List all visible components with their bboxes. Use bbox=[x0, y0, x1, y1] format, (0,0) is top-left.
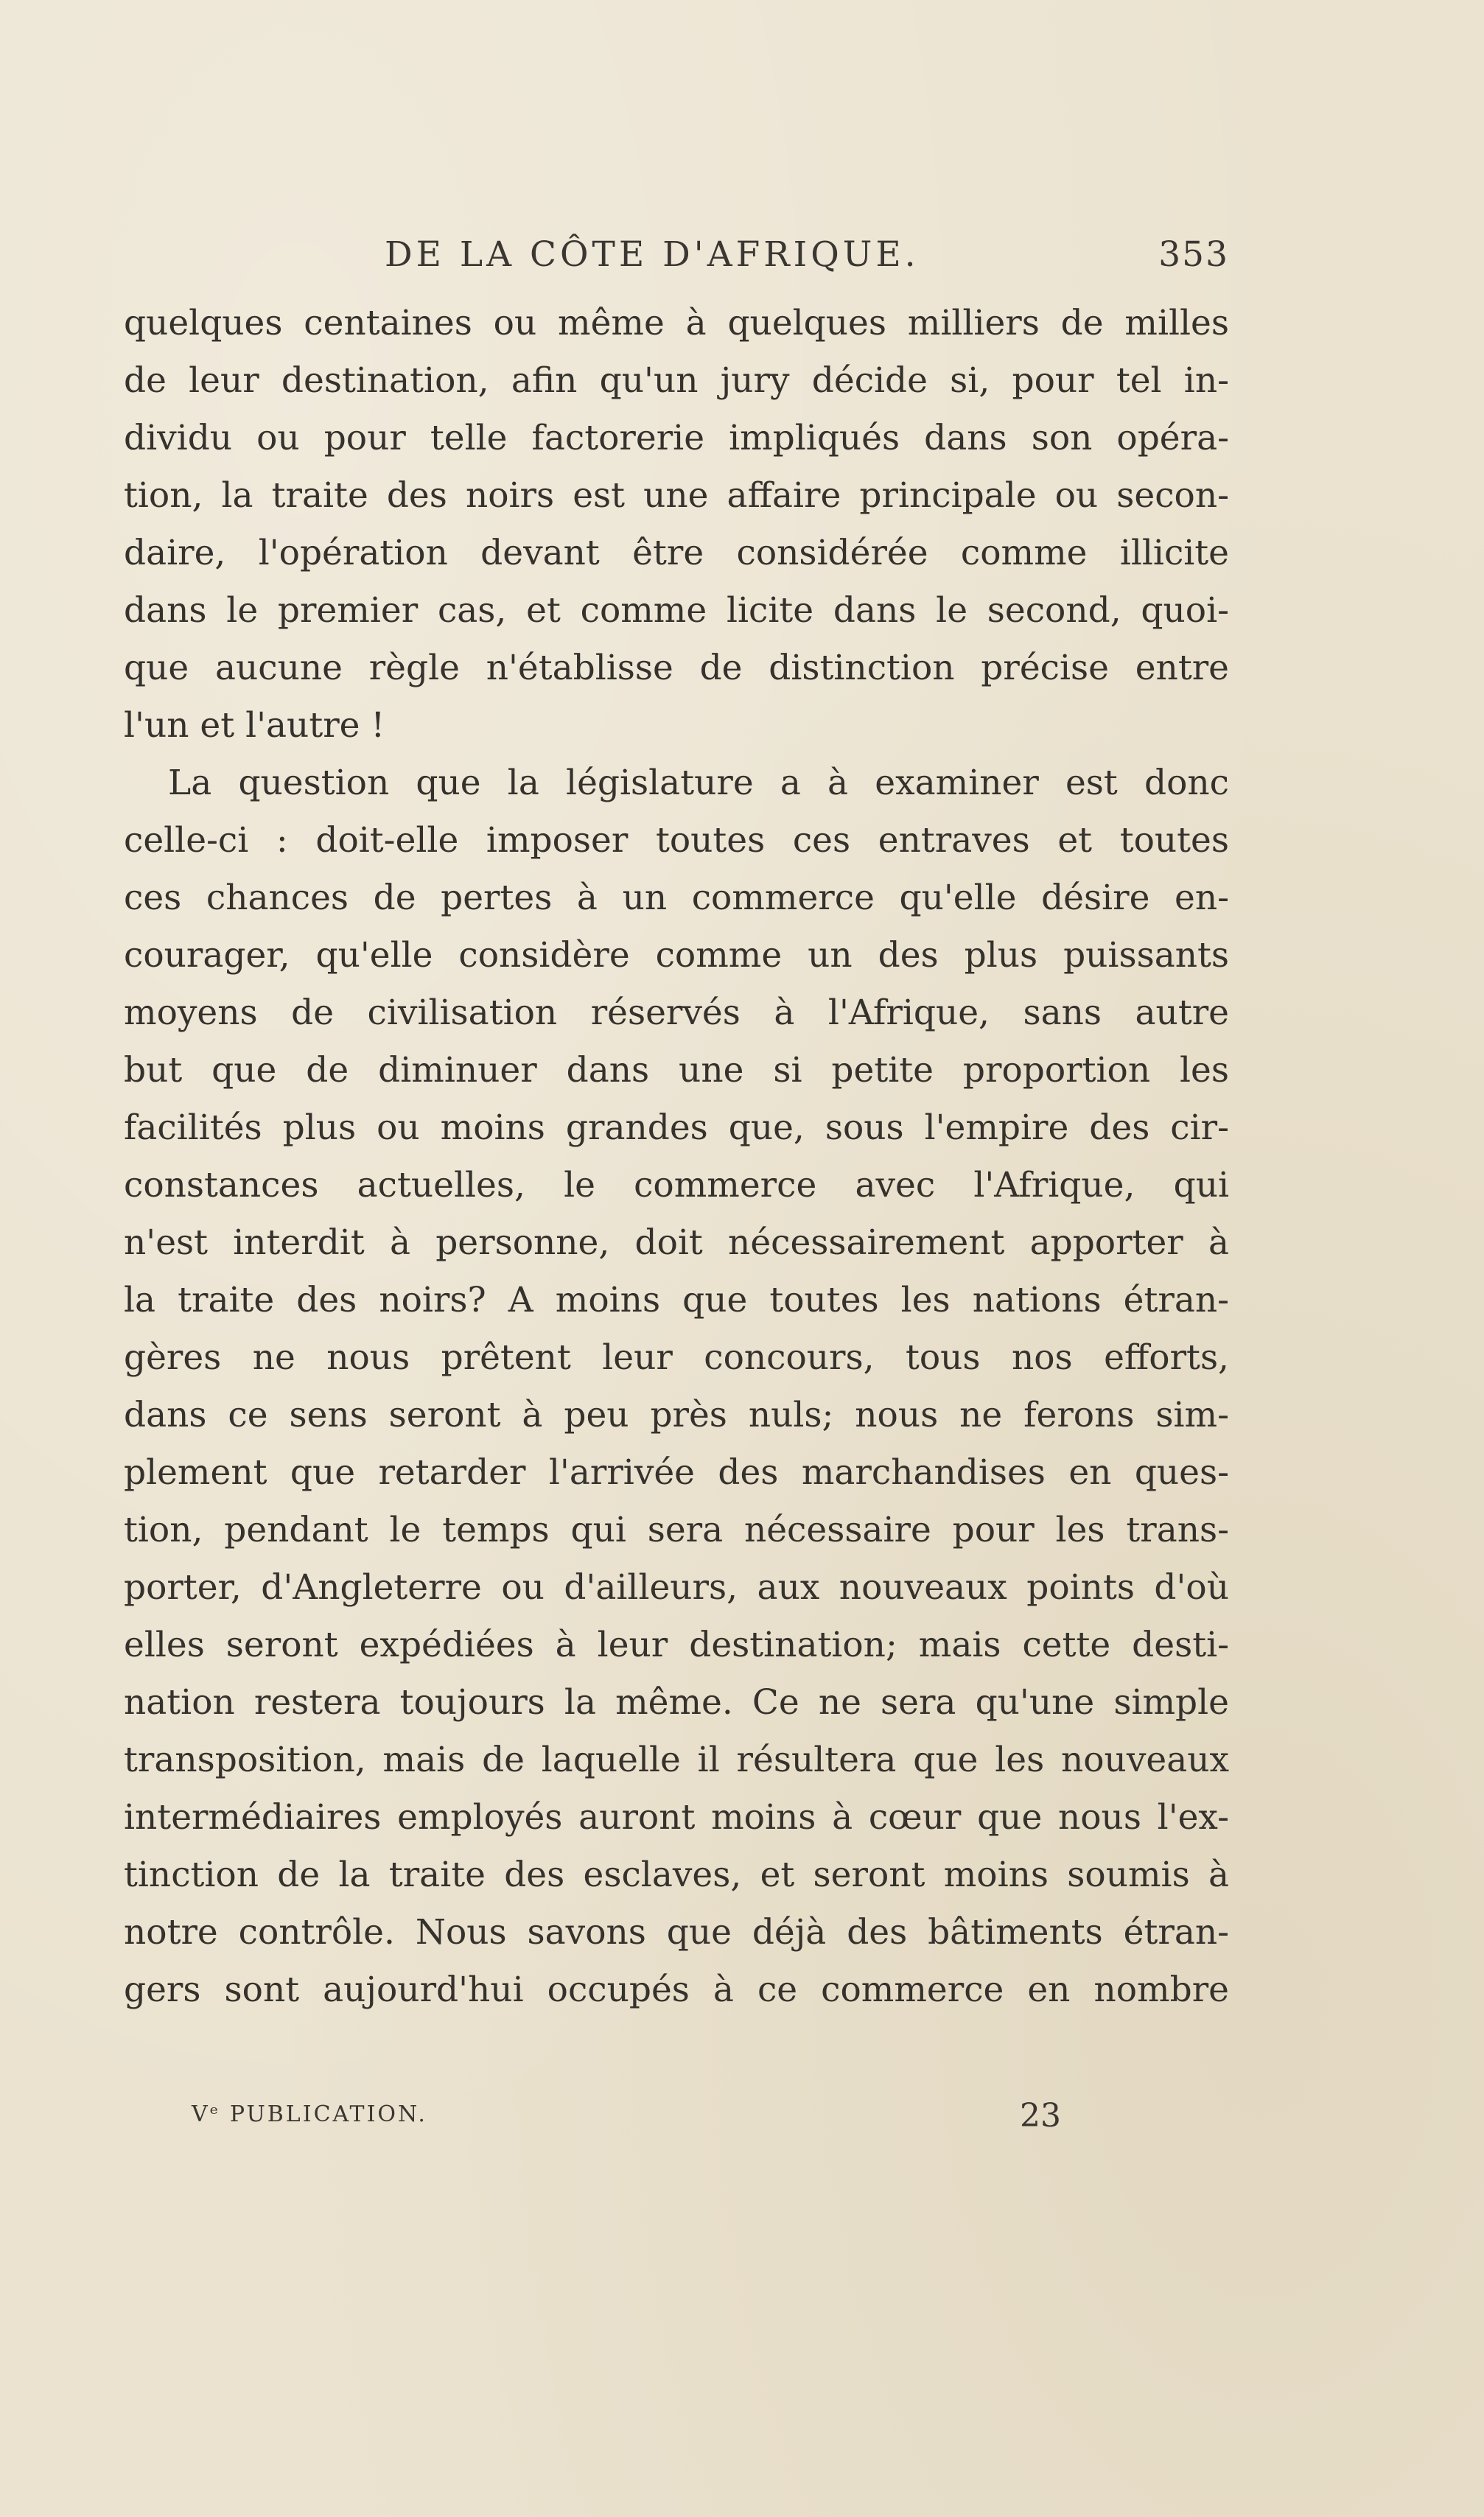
text-line: transposition, mais de laquelle il résultera que les nouveaux bbox=[124, 1740, 1229, 1780]
text-line: daire, l'opération devant être considérée comme illicite bbox=[124, 533, 1229, 573]
text-line: ces chances de pertes à un commerce qu'elle désire en- bbox=[124, 878, 1229, 918]
text-line: courager, qu'elle considère comme un des plus puissants bbox=[124, 935, 1229, 976]
text-line: porter, d'Angleterre ou d'ailleurs, aux nouveaux points d'où bbox=[124, 1567, 1229, 1608]
text-line: moyens de civilisation réservés à l'Afrique, sans autre bbox=[124, 993, 1229, 1033]
text-line: nation restera toujours la même. Ce ne sera qu'une simple bbox=[124, 1682, 1229, 1723]
printer-signature: Vᵉ PUBLICATION. bbox=[192, 2101, 427, 2127]
text-line: celle-ci : doit-elle imposer toutes ces entraves et toutes bbox=[124, 820, 1229, 861]
running-title: DE LA CÔTE D'AFRIQUE. bbox=[385, 234, 920, 275]
paragraph-start-line: La question que la législature a à examiner est donc bbox=[168, 763, 1229, 803]
text-line: n'est interdit à personne, doit nécessairement apporter à bbox=[124, 1222, 1229, 1263]
text-line: tinction de la traite des esclaves, et seront moins soumis à bbox=[124, 1855, 1229, 1895]
page-number: 353 bbox=[1158, 234, 1229, 275]
text-line: dans ce sens seront à peu près nuls; nous ne ferons sim- bbox=[124, 1395, 1229, 1435]
text-line: gères ne nous prêtent leur concours, tous nos efforts, bbox=[124, 1337, 1229, 1378]
text-line: tion, pendant le temps qui sera nécessaire pour les trans- bbox=[124, 1510, 1229, 1550]
text-line: elles seront expédiées à leur destination; mais cette desti- bbox=[124, 1625, 1229, 1665]
text-line: gers sont aujourd'hui occupés à ce commerce en nombre bbox=[124, 1970, 1229, 2010]
text-line: la traite des noirs? A moins que toutes les nations étran- bbox=[124, 1280, 1229, 1320]
text-line: but que de diminuer dans une si petite proportion les bbox=[124, 1050, 1229, 1091]
text-line: tion, la traite des noirs est une affaire principale ou secon- bbox=[124, 475, 1229, 516]
page-header bbox=[124, 234, 1229, 279]
page-footer bbox=[192, 2097, 1061, 2146]
text-line: notre contrôle. Nous savons que déjà des bâtiments étran- bbox=[124, 1912, 1229, 1953]
text-line: quelques centaines ou même à quelques milliers de milles bbox=[124, 303, 1229, 343]
text-line: constances actuelles, le commerce avec l'Afrique, qui bbox=[124, 1165, 1229, 1205]
text-line: dividu ou pour telle factorerie impliqués dans son opéra- bbox=[124, 418, 1229, 458]
text-line: de leur destination, afin qu'un jury décide si, pour tel in- bbox=[124, 360, 1229, 401]
text-line: que aucune règle n'établisse de distinction précise entre bbox=[124, 648, 1229, 688]
signature-number: 23 bbox=[1020, 2097, 1061, 2135]
text-line: dans le premier cas, et comme licite dans le second, quoi- bbox=[124, 590, 1229, 631]
text-line: l'un et l'autre ! bbox=[124, 705, 385, 746]
body-text bbox=[124, 295, 1229, 2019]
text-line: intermédiaires employés auront moins à cœur que nous l'ex- bbox=[124, 1797, 1229, 1838]
text-line: plement que retarder l'arrivée des marchandises en ques- bbox=[124, 1452, 1229, 1493]
text-line: facilités plus ou moins grandes que, sous l'empire des cir- bbox=[124, 1107, 1229, 1148]
